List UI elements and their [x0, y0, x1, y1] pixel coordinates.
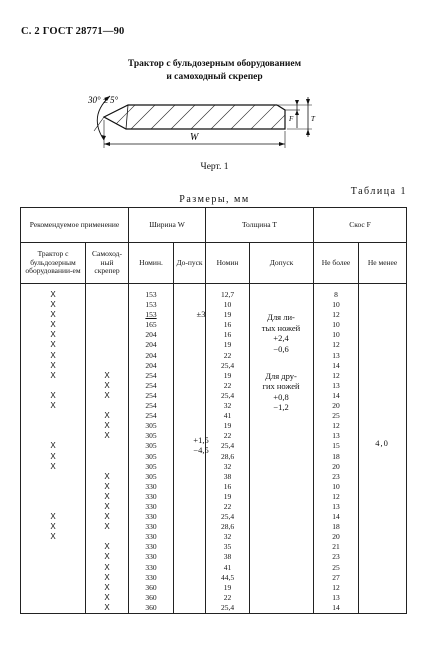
cell-bevel-min — [359, 340, 407, 350]
cell-thickness-tolerance — [250, 502, 314, 512]
cell-width-tolerance — [174, 583, 206, 593]
cell-width: 330 — [129, 532, 174, 542]
cell-thickness-tolerance — [250, 284, 314, 301]
cell-scraper — [86, 340, 129, 350]
table-row — [21, 532, 407, 542]
cell-thickness-tolerance — [250, 421, 314, 431]
cell-thickness-tolerance — [250, 452, 314, 462]
cell-bevel-max: 13 — [314, 593, 359, 603]
cell-width-tolerance — [174, 573, 206, 583]
table-number: Таблица 1 — [350, 186, 407, 197]
cell-scraper: X — [86, 573, 129, 583]
cell-bevel-min — [359, 320, 407, 330]
table-row — [21, 552, 407, 562]
width-tolerance-1: ±3 — [196, 309, 206, 320]
cell-scraper: X — [86, 371, 129, 381]
cell-bevel-min — [359, 603, 407, 614]
cell-thickness-tolerance — [250, 482, 314, 492]
cell-thickness-tolerance — [250, 603, 314, 614]
cell-bevel-max: 27 — [314, 573, 359, 583]
cell-bevel-min — [359, 552, 407, 562]
cell-thickness-tolerance — [250, 532, 314, 542]
table-row — [21, 522, 407, 532]
cell-bevel-max: 12 — [314, 340, 359, 350]
header-width-nominal: Номин. — [129, 243, 174, 284]
cell-width-tolerance — [174, 391, 206, 401]
cell-tractor — [21, 542, 86, 552]
cell-width: 330 — [129, 573, 174, 583]
cell-bevel-max: 25 — [314, 411, 359, 421]
cell-width-tolerance — [174, 502, 206, 512]
cell-tractor — [21, 593, 86, 603]
cell-bevel-max: 8 — [314, 284, 359, 301]
cell-bevel-max: 23 — [314, 472, 359, 482]
cell-width-tolerance — [174, 330, 206, 340]
cell-width-tolerance — [174, 381, 206, 391]
cell-bevel-min — [359, 421, 407, 431]
cell-width: 254 — [129, 381, 174, 391]
cell-tractor — [21, 381, 86, 391]
cell-width: 360 — [129, 583, 174, 593]
table-row — [21, 502, 407, 512]
header-recommended: Рекомендуемое применение — [21, 208, 129, 243]
cell-bevel-max: 20 — [314, 462, 359, 472]
cell-thickness: 19 — [206, 421, 250, 431]
cell-scraper: X — [86, 593, 129, 603]
cell-width: 330 — [129, 552, 174, 562]
cell-thickness: 22 — [206, 593, 250, 603]
cell-thickness: 10 — [206, 300, 250, 310]
table-row — [21, 603, 407, 614]
table-row — [21, 563, 407, 573]
cell-thickness: 12,7 — [206, 284, 250, 301]
cell-width: 204 — [129, 351, 174, 361]
cell-tractor: X — [21, 532, 86, 542]
cell-tractor — [21, 552, 86, 562]
cell-bevel-min — [359, 522, 407, 532]
cell-bevel-max: 14 — [314, 391, 359, 401]
table-row — [21, 593, 407, 603]
cell-scraper — [86, 462, 129, 472]
cell-scraper: X — [86, 411, 129, 421]
cell-thickness: 32 — [206, 401, 250, 411]
cell-bevel-max: 10 — [314, 320, 359, 330]
cell-width: 305 — [129, 462, 174, 472]
table-row — [21, 391, 407, 401]
cell-bevel-min — [359, 512, 407, 522]
cell-scraper — [86, 351, 129, 361]
figure-caption: Черт. 1 — [200, 162, 229, 172]
cell-bevel-max: 13 — [314, 351, 359, 361]
cell-bevel-min — [359, 542, 407, 552]
cell-thickness-tolerance — [250, 583, 314, 593]
cell-bevel-min — [359, 300, 407, 310]
cell-width-tolerance — [174, 411, 206, 421]
cell-width: 360 — [129, 593, 174, 603]
cell-thickness: 19 — [206, 310, 250, 320]
cell-width: 165 — [129, 320, 174, 330]
cell-scraper — [86, 532, 129, 542]
thickness-tolerance-other: Для дру- гих ножей +0,8 −1,2 — [262, 370, 300, 413]
cell-thickness: 38 — [206, 552, 250, 562]
cell-tractor: X — [21, 452, 86, 462]
cell-bevel-min — [359, 452, 407, 462]
table-row — [21, 320, 407, 330]
table-row — [21, 340, 407, 350]
cell-width-tolerance — [174, 462, 206, 472]
cell-tractor: X — [21, 361, 86, 371]
table-row — [21, 351, 407, 361]
dimensions-table — [20, 207, 407, 614]
table-row — [21, 284, 407, 301]
cell-thickness-tolerance — [250, 462, 314, 472]
cell-tractor — [21, 563, 86, 573]
cell-bevel-max: 10 — [314, 482, 359, 492]
cell-width-tolerance — [174, 512, 206, 522]
table-row — [21, 542, 407, 552]
cell-bevel-max: 14 — [314, 603, 359, 614]
cell-tractor — [21, 482, 86, 492]
header-scraper: Самоход-ный скрепер — [86, 243, 129, 284]
cell-width-tolerance — [174, 371, 206, 381]
cell-tractor — [21, 502, 86, 512]
cell-thickness: 25,4 — [206, 361, 250, 371]
cell-bevel-max: 25 — [314, 563, 359, 573]
cell-scraper: X — [86, 512, 129, 522]
cell-bevel-max: 13 — [314, 381, 359, 391]
cell-bevel-max: 21 — [314, 542, 359, 552]
cell-width-tolerance — [174, 421, 206, 431]
header-bevel-min: Не менее — [359, 243, 407, 284]
cell-width: 330 — [129, 542, 174, 552]
cell-scraper — [86, 320, 129, 330]
cell-scraper: X — [86, 472, 129, 482]
cell-width: 204 — [129, 340, 174, 350]
cell-bevel-min — [359, 411, 407, 421]
cell-bevel-min — [359, 401, 407, 411]
cell-width-tolerance — [174, 320, 206, 330]
cell-tractor — [21, 421, 86, 431]
cell-width-tolerance — [174, 401, 206, 411]
table-row — [21, 573, 407, 583]
cell-thickness: 35 — [206, 542, 250, 552]
cell-tractor — [21, 472, 86, 482]
page-header: С. 2 ГОСТ 28771—90 — [21, 26, 125, 37]
header-tractor: Трактор с бульдозерным оборудовании-ем — [21, 243, 86, 284]
header-thickness: Толщина T — [206, 208, 314, 243]
blade-drawing — [0, 0, 429, 170]
table-row — [21, 361, 407, 371]
cell-width-tolerance — [174, 492, 206, 502]
cell-width-tolerance — [174, 532, 206, 542]
cell-tractor — [21, 583, 86, 593]
cell-width: 254 — [129, 401, 174, 411]
cell-width-tolerance — [174, 542, 206, 552]
cell-bevel-min — [359, 492, 407, 502]
cell-width: 305 — [129, 472, 174, 482]
w-label: W — [190, 132, 199, 143]
cell-bevel-min — [359, 563, 407, 573]
cell-thickness: 25,4 — [206, 441, 250, 451]
cell-width: 305 — [129, 431, 174, 441]
t-label: T — [311, 115, 315, 123]
cell-bevel-max: 13 — [314, 431, 359, 441]
cell-tractor: X — [21, 522, 86, 532]
cell-scraper — [86, 284, 129, 301]
cell-width: 153 — [129, 310, 174, 320]
cell-tractor: X — [21, 441, 86, 451]
cell-width: 305 — [129, 421, 174, 431]
cell-width-tolerance — [174, 603, 206, 614]
cell-tractor: X — [21, 300, 86, 310]
cell-scraper: X — [86, 603, 129, 614]
cell-scraper: X — [86, 542, 129, 552]
bevel-min-value: 4,0 — [375, 438, 389, 449]
cell-scraper: X — [86, 431, 129, 441]
cell-thickness-tolerance — [250, 522, 314, 532]
cell-width: 305 — [129, 452, 174, 462]
section-title: Трактор с бульдозерным оборудованием — [127, 59, 302, 69]
cell-tractor — [21, 603, 86, 614]
cell-tractor: X — [21, 371, 86, 381]
cell-tractor — [21, 492, 86, 502]
cell-bevel-min — [359, 284, 407, 301]
cell-thickness: 16 — [206, 482, 250, 492]
cell-scraper — [86, 361, 129, 371]
cell-thickness: 19 — [206, 340, 250, 350]
cell-thickness: 16 — [206, 330, 250, 340]
cell-width: 204 — [129, 330, 174, 340]
header-width: Ширина W — [129, 208, 206, 243]
cell-thickness-tolerance — [250, 472, 314, 482]
cell-thickness: 22 — [206, 502, 250, 512]
cell-width: 360 — [129, 603, 174, 614]
cell-width: 330 — [129, 502, 174, 512]
cell-scraper: X — [86, 391, 129, 401]
cell-width: 153 — [129, 300, 174, 310]
cell-width-tolerance — [174, 351, 206, 361]
cell-thickness-tolerance — [250, 300, 314, 310]
cell-bevel-min — [359, 462, 407, 472]
cell-width: 330 — [129, 512, 174, 522]
table-row — [21, 381, 407, 391]
cell-tractor — [21, 431, 86, 441]
header-bevel-max: Не более — [314, 243, 359, 284]
table-row — [21, 512, 407, 522]
cell-tractor — [21, 573, 86, 583]
header-width-tolerance: До-пуск — [174, 243, 206, 284]
header-thickness-nominal: Номин — [206, 243, 250, 284]
cell-width-tolerance — [174, 522, 206, 532]
cell-bevel-min — [359, 472, 407, 482]
cell-bevel-max: 14 — [314, 361, 359, 371]
cell-bevel-min — [359, 381, 407, 391]
cell-thickness: 32 — [206, 462, 250, 472]
cell-thickness: 44,5 — [206, 573, 250, 583]
cell-width-tolerance — [174, 563, 206, 573]
cell-bevel-min — [359, 583, 407, 593]
cell-bevel-max: 20 — [314, 401, 359, 411]
cell-bevel-min — [359, 502, 407, 512]
cell-width: 254 — [129, 411, 174, 421]
table-row — [21, 472, 407, 482]
cell-width-tolerance — [174, 340, 206, 350]
cell-tractor: X — [21, 512, 86, 522]
cell-width-tolerance — [174, 284, 206, 301]
cell-bevel-min — [359, 391, 407, 401]
table-row — [21, 411, 407, 421]
cell-bevel-max: 18 — [314, 452, 359, 462]
table-row — [21, 462, 407, 472]
cell-bevel-max: 23 — [314, 552, 359, 562]
cell-width-tolerance — [174, 593, 206, 603]
cell-thickness: 22 — [206, 381, 250, 391]
cell-thickness: 25,4 — [206, 391, 250, 401]
cell-thickness-tolerance — [250, 552, 314, 562]
cell-scraper — [86, 401, 129, 411]
cell-width-tolerance — [174, 552, 206, 562]
cell-scraper — [86, 441, 129, 451]
cell-thickness-tolerance — [250, 573, 314, 583]
cell-tractor: X — [21, 320, 86, 330]
cell-tractor: X — [21, 310, 86, 320]
cell-bevel-max: 10 — [314, 300, 359, 310]
cell-thickness-tolerance — [250, 431, 314, 441]
cell-scraper — [86, 300, 129, 310]
cell-bevel-min — [359, 371, 407, 381]
cell-bevel-max: 10 — [314, 330, 359, 340]
cell-thickness: 28,6 — [206, 452, 250, 462]
cell-thickness: 25,4 — [206, 603, 250, 614]
cell-scraper: X — [86, 381, 129, 391]
cell-thickness-tolerance — [250, 512, 314, 522]
cell-thickness-tolerance — [250, 361, 314, 371]
cell-bevel-min — [359, 310, 407, 320]
table-row — [21, 401, 407, 411]
cell-tractor: X — [21, 391, 86, 401]
table-row — [21, 421, 407, 431]
cell-bevel-max: 12 — [314, 371, 359, 381]
cell-scraper: X — [86, 552, 129, 562]
cell-bevel-max: 18 — [314, 522, 359, 532]
cell-scraper: X — [86, 583, 129, 593]
cell-scraper: X — [86, 492, 129, 502]
cell-tractor: X — [21, 340, 86, 350]
cell-bevel-min — [359, 573, 407, 583]
cell-thickness: 32 — [206, 532, 250, 542]
cell-width: 204 — [129, 361, 174, 371]
cell-width: 330 — [129, 522, 174, 532]
cell-bevel-max: 12 — [314, 421, 359, 431]
cell-bevel-min — [359, 593, 407, 603]
cell-bevel-min — [359, 482, 407, 492]
cell-thickness: 28,6 — [206, 522, 250, 532]
cell-scraper — [86, 330, 129, 340]
cell-bevel-max: 12 — [314, 310, 359, 320]
table-row — [21, 330, 407, 340]
cell-thickness: 38 — [206, 472, 250, 482]
cell-thickness-tolerance — [250, 542, 314, 552]
thickness-tolerance-cast: Для ли- тых ножей +2,4 −0,6 — [261, 312, 301, 354]
cell-tractor: X — [21, 284, 86, 301]
cell-thickness-tolerance — [250, 492, 314, 502]
cell-width: 153 — [129, 284, 174, 301]
cell-thickness-tolerance — [250, 593, 314, 603]
cell-tractor — [21, 411, 86, 421]
cell-width: 330 — [129, 492, 174, 502]
table-row — [21, 583, 407, 593]
cell-width: 330 — [129, 563, 174, 573]
cell-thickness: 19 — [206, 583, 250, 593]
angle-label: 30° ± 5° — [88, 95, 119, 105]
cell-bevel-max: 12 — [314, 583, 359, 593]
table-caption: Размеры, мм — [179, 194, 250, 205]
cell-bevel-max: 14 — [314, 512, 359, 522]
cell-thickness: 41 — [206, 563, 250, 573]
cell-thickness: 22 — [206, 431, 250, 441]
cell-bevel-min — [359, 330, 407, 340]
cell-thickness: 22 — [206, 351, 250, 361]
cell-scraper: X — [86, 522, 129, 532]
section-title-line2: и самоходный скрепер — [166, 72, 263, 82]
cell-width: 254 — [129, 371, 174, 381]
table-row — [21, 492, 407, 502]
cell-bevel-min — [359, 361, 407, 371]
cell-scraper: X — [86, 502, 129, 512]
cell-thickness: 16 — [206, 320, 250, 330]
cell-bevel-max: 15 — [314, 441, 359, 451]
cell-scraper — [86, 452, 129, 462]
cell-bevel-max: 13 — [314, 502, 359, 512]
f-label: F — [289, 115, 294, 123]
table-row — [21, 482, 407, 492]
cell-width-tolerance — [174, 482, 206, 492]
cell-thickness-tolerance — [250, 441, 314, 451]
cell-width: 254 — [129, 391, 174, 401]
cell-width: 305 — [129, 441, 174, 451]
cell-bevel-min — [359, 532, 407, 542]
cell-tractor: X — [21, 330, 86, 340]
cell-tractor: X — [21, 351, 86, 361]
cell-scraper — [86, 310, 129, 320]
cell-bevel-min — [359, 351, 407, 361]
table-row — [21, 371, 407, 381]
cell-thickness: 19 — [206, 492, 250, 502]
cell-scraper: X — [86, 421, 129, 431]
cell-scraper: X — [86, 482, 129, 492]
header-thickness-tolerance: Допуск — [250, 243, 314, 284]
cell-thickness: 41 — [206, 411, 250, 421]
cell-width-tolerance — [174, 361, 206, 371]
cell-tractor: X — [21, 401, 86, 411]
header-bevel: Скос F — [314, 208, 407, 243]
width-tolerance-2: +1,5 −4,5 — [193, 435, 209, 456]
cell-width: 330 — [129, 482, 174, 492]
cell-width-tolerance — [174, 472, 206, 482]
cell-tractor: X — [21, 462, 86, 472]
cell-thickness: 19 — [206, 371, 250, 381]
cell-bevel-max: 20 — [314, 532, 359, 542]
cell-bevel-max: 12 — [314, 492, 359, 502]
cell-thickness: 25,4 — [206, 512, 250, 522]
cell-scraper: X — [86, 563, 129, 573]
cell-thickness-tolerance — [250, 563, 314, 573]
